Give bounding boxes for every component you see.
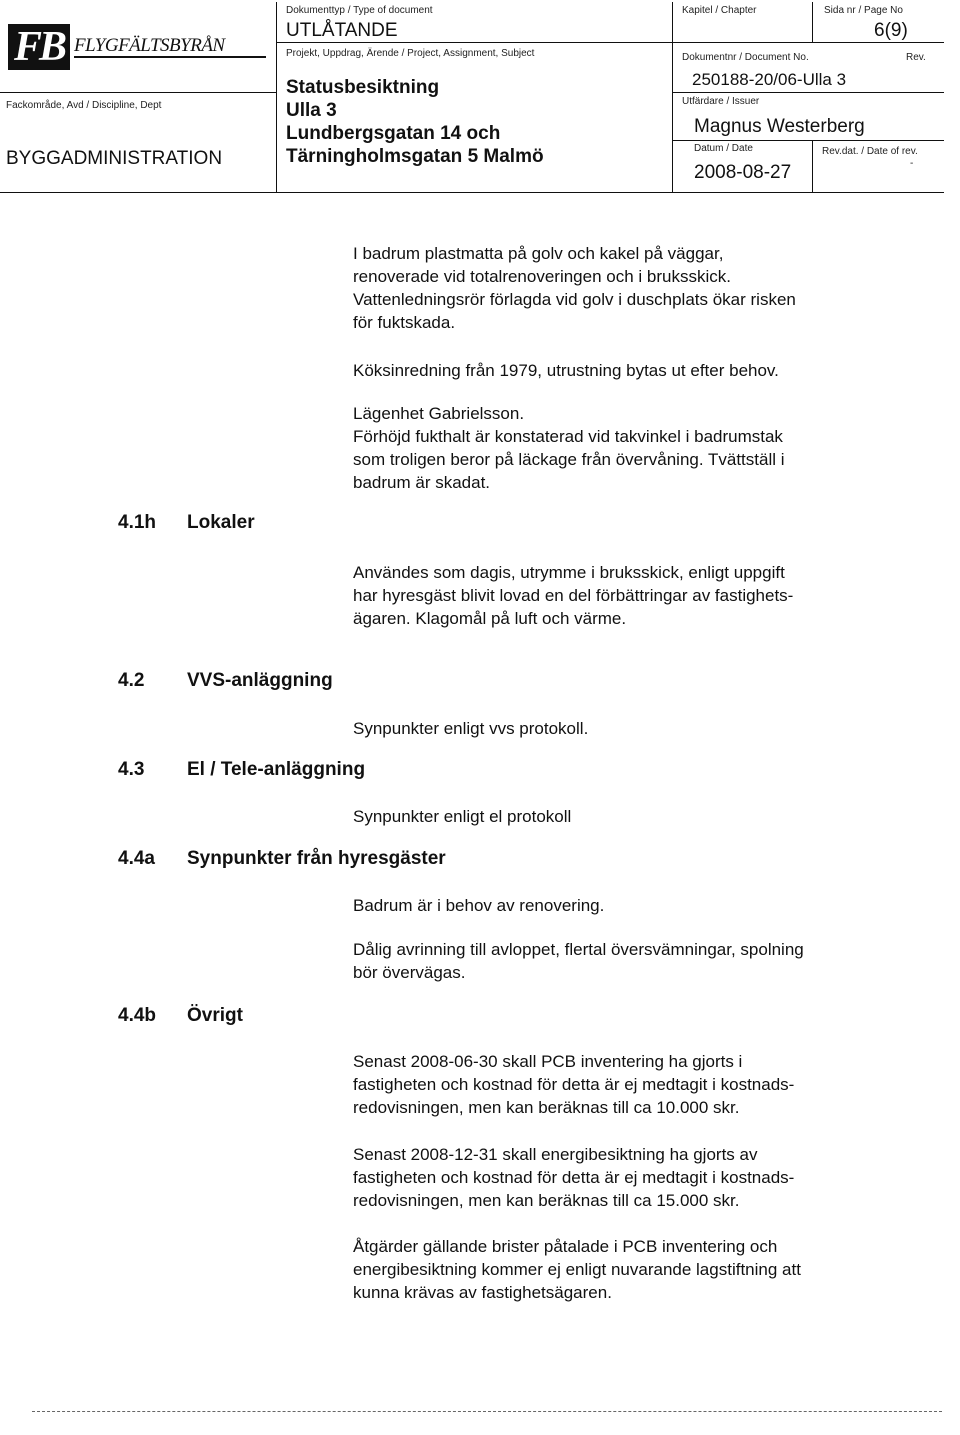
section-title-vvs: VVS-anläggning xyxy=(187,670,333,691)
chapter-label: Kapitel / Chapter xyxy=(682,5,757,16)
paragraph-kok xyxy=(353,359,913,382)
paragraph-vvs xyxy=(353,717,913,740)
section-number: 4.1h xyxy=(118,512,157,533)
text-line: Badrum är i behov av renovering. xyxy=(353,896,605,915)
project-line-3: Lundbergsgatan 14 och xyxy=(286,123,501,144)
section-title-hyresgaster: Synpunkter från hyresgäster xyxy=(187,848,446,869)
text-line: bör övervägas. xyxy=(353,963,466,982)
text-line: Senast 2008-06-30 skall PCB inventering ha gjorts i xyxy=(353,1052,743,1071)
section-title-lokaler: Lokaler xyxy=(187,512,255,533)
paragraph-lagenhet xyxy=(353,402,913,494)
rev-label: Rev. xyxy=(906,52,926,63)
text-line: Användes som dagis, utrymme i bruksskick, enligt uppgift xyxy=(353,563,785,582)
text-line: kunna krävas av fastighetsägaren. xyxy=(353,1283,612,1302)
text-line: I badrum plastmatta på golv och kakel på väggar, xyxy=(353,244,724,263)
text-line: redovisningen, men kan beräknas till ca 15.000 skr. xyxy=(353,1191,740,1210)
date-label: Datum / Date xyxy=(694,143,753,154)
text-line: badrum är skadat. xyxy=(353,473,491,492)
issuer-value: Magnus Westerberg xyxy=(694,116,865,137)
section-number: 4.2 xyxy=(118,670,145,691)
date-value: 2008-08-27 xyxy=(694,162,792,183)
docno-value: 250188-20/06-Ulla 3 xyxy=(692,70,847,89)
text-line: fastigheten och kostnad för detta är ej medtagit i kostnads- xyxy=(353,1075,795,1094)
page-label: Sida nr / Page No xyxy=(824,5,903,16)
docno-label: Dokumentnr / Document No. xyxy=(682,52,809,63)
section-number: 4.4a xyxy=(118,848,155,869)
text-line: som troligen beror på läckage från övervåning. Tvättställ i xyxy=(353,450,785,469)
paragraph-energibesiktning xyxy=(353,1143,913,1212)
company-logo-text: FLYGFÄLTSBYRÅN xyxy=(74,36,266,58)
discipline-label: Fackområde, Avd / Discipline, Dept xyxy=(6,100,162,111)
paragraph-atgarder xyxy=(353,1235,913,1304)
text-line: Åtgärder gällande brister påtalade i PCB inventering och xyxy=(353,1237,778,1256)
revdate-label: Rev.dat. / Date of rev. xyxy=(822,146,918,157)
text-line: energibesiktning kommer ej enligt nuvarande lagstiftning att xyxy=(353,1260,801,1279)
doctype-label: Dokumenttyp / Type of document xyxy=(286,5,433,16)
project-line-4: Tärningholmsgatan 5 Malmö xyxy=(286,146,544,167)
section-title-ovrigt: Övrigt xyxy=(187,1005,243,1026)
project-label: Projekt, Uppdrag, Ärende / Project, Assignment, Subject xyxy=(286,48,535,59)
text-line: Synpunkter enligt el protokoll xyxy=(353,807,572,826)
paragraph-hyresgaster-2 xyxy=(353,938,913,984)
text-line: Vattenledningsrör förlagda vid golv i duschplats ökar risken xyxy=(353,290,796,309)
text-line: fastigheten och kostnad för detta är ej medtagit i kostnads- xyxy=(353,1168,795,1187)
company-logo-mark: FB xyxy=(8,24,70,70)
paragraph-el xyxy=(353,805,913,828)
text-line: Köksinredning från 1979, utrustning bytas ut efter behov. xyxy=(353,361,779,380)
text-line: för fuktskada. xyxy=(353,313,456,332)
project-line-1: Statusbesiktning xyxy=(286,77,440,98)
text-line: ägaren. Klagomål på luft och värme. xyxy=(353,609,627,628)
footer-divider xyxy=(32,1411,942,1412)
discipline-value: BYGGADMINISTRATION xyxy=(6,148,223,169)
paragraph-lokaler xyxy=(353,561,913,630)
doctype-value: UTLÅTANDE xyxy=(286,20,398,41)
issuer-label: Utfärdare / Issuer xyxy=(682,96,760,107)
paragraph-hyresgaster-1 xyxy=(353,894,913,917)
paragraph-pcb xyxy=(353,1050,913,1119)
revdate-value: - xyxy=(910,158,914,169)
text-line: Senast 2008-12-31 skall energibesiktning ha gjorts av xyxy=(353,1145,758,1164)
text-line: renoverade vid totalrenoveringen och i bruksskick. xyxy=(353,267,731,286)
paragraph-badrum xyxy=(353,242,913,334)
section-number: 4.4b xyxy=(118,1005,157,1026)
project-line-2: Ulla 3 xyxy=(286,100,337,121)
text-line: har hyresgäst blivit lovad en del förbättringar av fastighets- xyxy=(353,586,794,605)
text-line: Dålig avrinning till avloppet, flertal översvämningar, spolning xyxy=(353,940,804,959)
page-number: 6(9) xyxy=(874,20,908,41)
section-number: 4.3 xyxy=(118,759,145,780)
text-line: redovisningen, men kan beräknas till ca 10.000 skr. xyxy=(353,1098,740,1117)
text-line: Lägenhet Gabrielsson. xyxy=(353,404,525,423)
section-title-el-tele: El / Tele-anläggning xyxy=(187,759,366,780)
text-line: Synpunkter enligt vvs protokoll. xyxy=(353,719,589,738)
text-line: Förhöjd fukthalt är konstaterad vid takvinkel i badrumstak xyxy=(353,427,783,446)
